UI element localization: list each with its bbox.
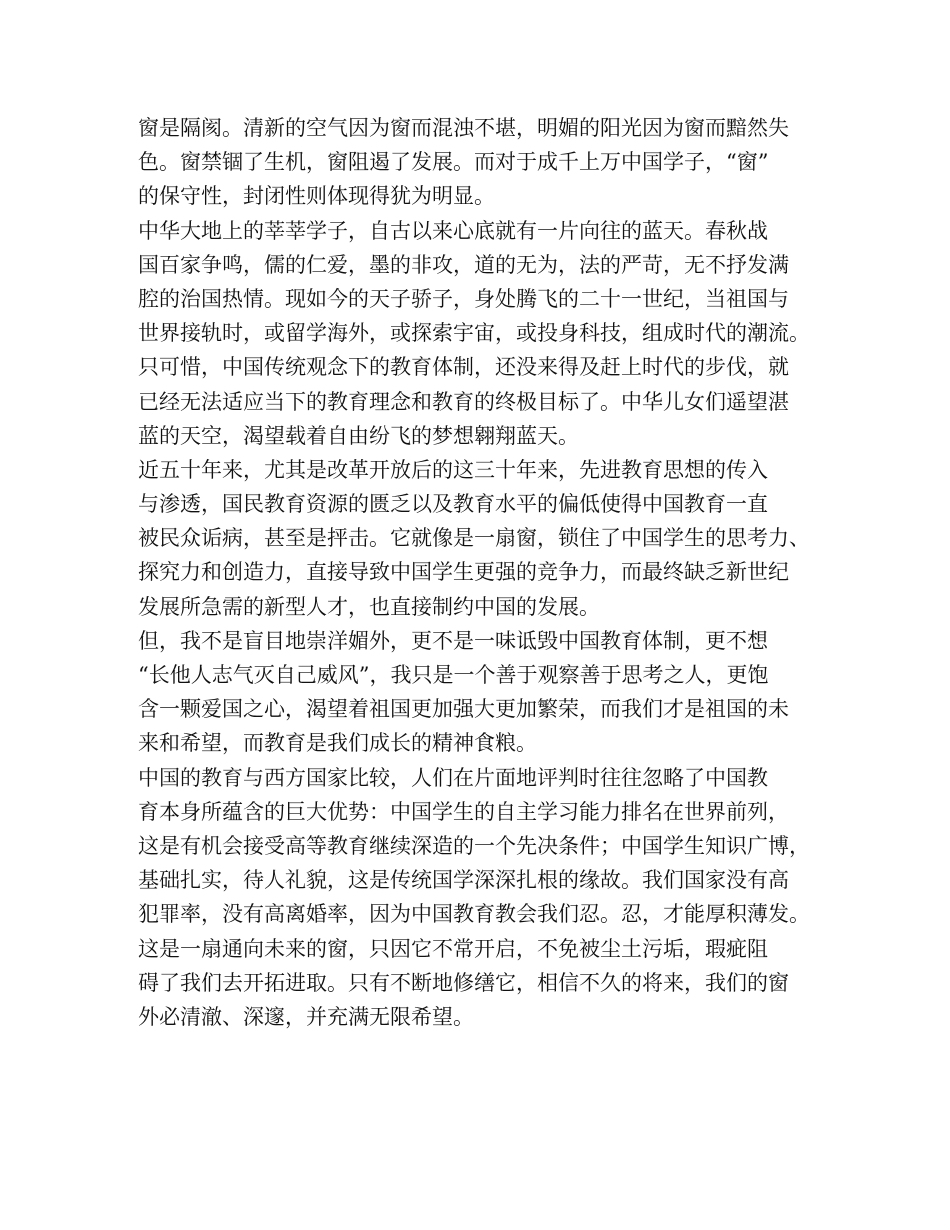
text-line: 与渗透，国民教育资源的匮乏以及教育水平的偏低使得中国教育一直 bbox=[138, 492, 768, 517]
text-line: 蓝的天空，渴望载着自由纷飞的梦想翱翔蓝天。 bbox=[138, 423, 579, 448]
text-line: 腔的治国热情。现如今的天子骄子，身处腾飞的二十一世纪，当祖国与 bbox=[138, 286, 789, 311]
text-line: 育本身所蕴含的巨大优势：中国学生的自主学习能力排名在世界前列， bbox=[138, 799, 789, 824]
text-line: 犯罪率，没有高离婚率，因为中国教育教会我们忍。忍，才能厚积薄发。 bbox=[138, 902, 810, 927]
text-line: 但，我不是盲目地崇洋媚外，更不是一味诋毁中国教育体制，更不想 bbox=[138, 628, 768, 653]
text-line: 发展所急需的新型人才，也直接制约中国的发展。 bbox=[138, 594, 600, 619]
text-line: 探究力和创造力，直接导致中国学生更强的竞争力，而最终缺乏新世纪 bbox=[138, 560, 789, 585]
text-line: 碍了我们去开拓进取。只有不断地修缮它，相信不久的将来，我们的窗 bbox=[138, 970, 789, 995]
text-line: 已经无法适应当下的教育理念和教育的终极目标了。中华儿女们遥望湛 bbox=[138, 389, 789, 414]
text-line: 中国的教育与西方国家比较，人们在片面地评判时往往忽略了中国教 bbox=[138, 765, 768, 790]
text-line: 色。窗禁锢了生机，窗阻遏了发展。而对于成千上万中国学子，“窗” bbox=[138, 150, 769, 175]
text-line: 中华大地上的莘莘学子，自古以来心底就有一片向往的蓝天。春秋战 bbox=[138, 218, 768, 243]
text-line: “长他人志气灭自己威风”，我只是一个善于观察善于思考之人，更饱 bbox=[138, 663, 769, 687]
text-line: 基础扎实，待人礼貌，这是传统国学深深扎根的缘故。我们国家没有高 bbox=[138, 868, 789, 893]
text-line: 这是一扇通向未来的窗，只因它不常开启，不免被尘土污垢，瑕疵阻 bbox=[138, 936, 768, 961]
text-line: 被民众诟病，甚至是抨击。它就像是一扇窗，锁住了中国学生的思考力、 bbox=[138, 526, 810, 551]
text-line: 只可惜，中国传统观念下的教育体制，还没来得及赶上时代的步伐，就 bbox=[138, 355, 789, 380]
essay-body bbox=[138, 111, 838, 1034]
text-line: 国百家争鸣，儒的仁爱，墨的非攻，道的无为，法的严苛，无不抒发满 bbox=[138, 252, 789, 277]
text-line: 的保守性，封闭性则体现得犹为明显。 bbox=[138, 184, 495, 209]
text-line: 世界接轨时，或留学海外，或探索宇宙，或投身科技，组成时代的潮流。 bbox=[138, 321, 810, 346]
text-line: 近五十年来，尤其是改革开放后的这三十年来，先进教育思想的传入 bbox=[138, 457, 768, 482]
text-line: 窗是隔阂。清新的空气因为窗而混浊不堪，明媚的阳光因为窗而黯然失 bbox=[138, 116, 789, 140]
text-line: 外必清澈、深邃，并充满无限希望。 bbox=[138, 1004, 474, 1029]
text-line: 来和希望，而教育是我们成长的精神食粮。 bbox=[138, 731, 537, 756]
text-line: 含一颗爱国之心，渴望着祖国更加强大更加繁荣，而我们才是祖国的未 bbox=[138, 697, 789, 722]
text-line: 这是有机会接受高等教育继续深造的一个先决条件；中国学生知识广博， bbox=[138, 833, 810, 858]
